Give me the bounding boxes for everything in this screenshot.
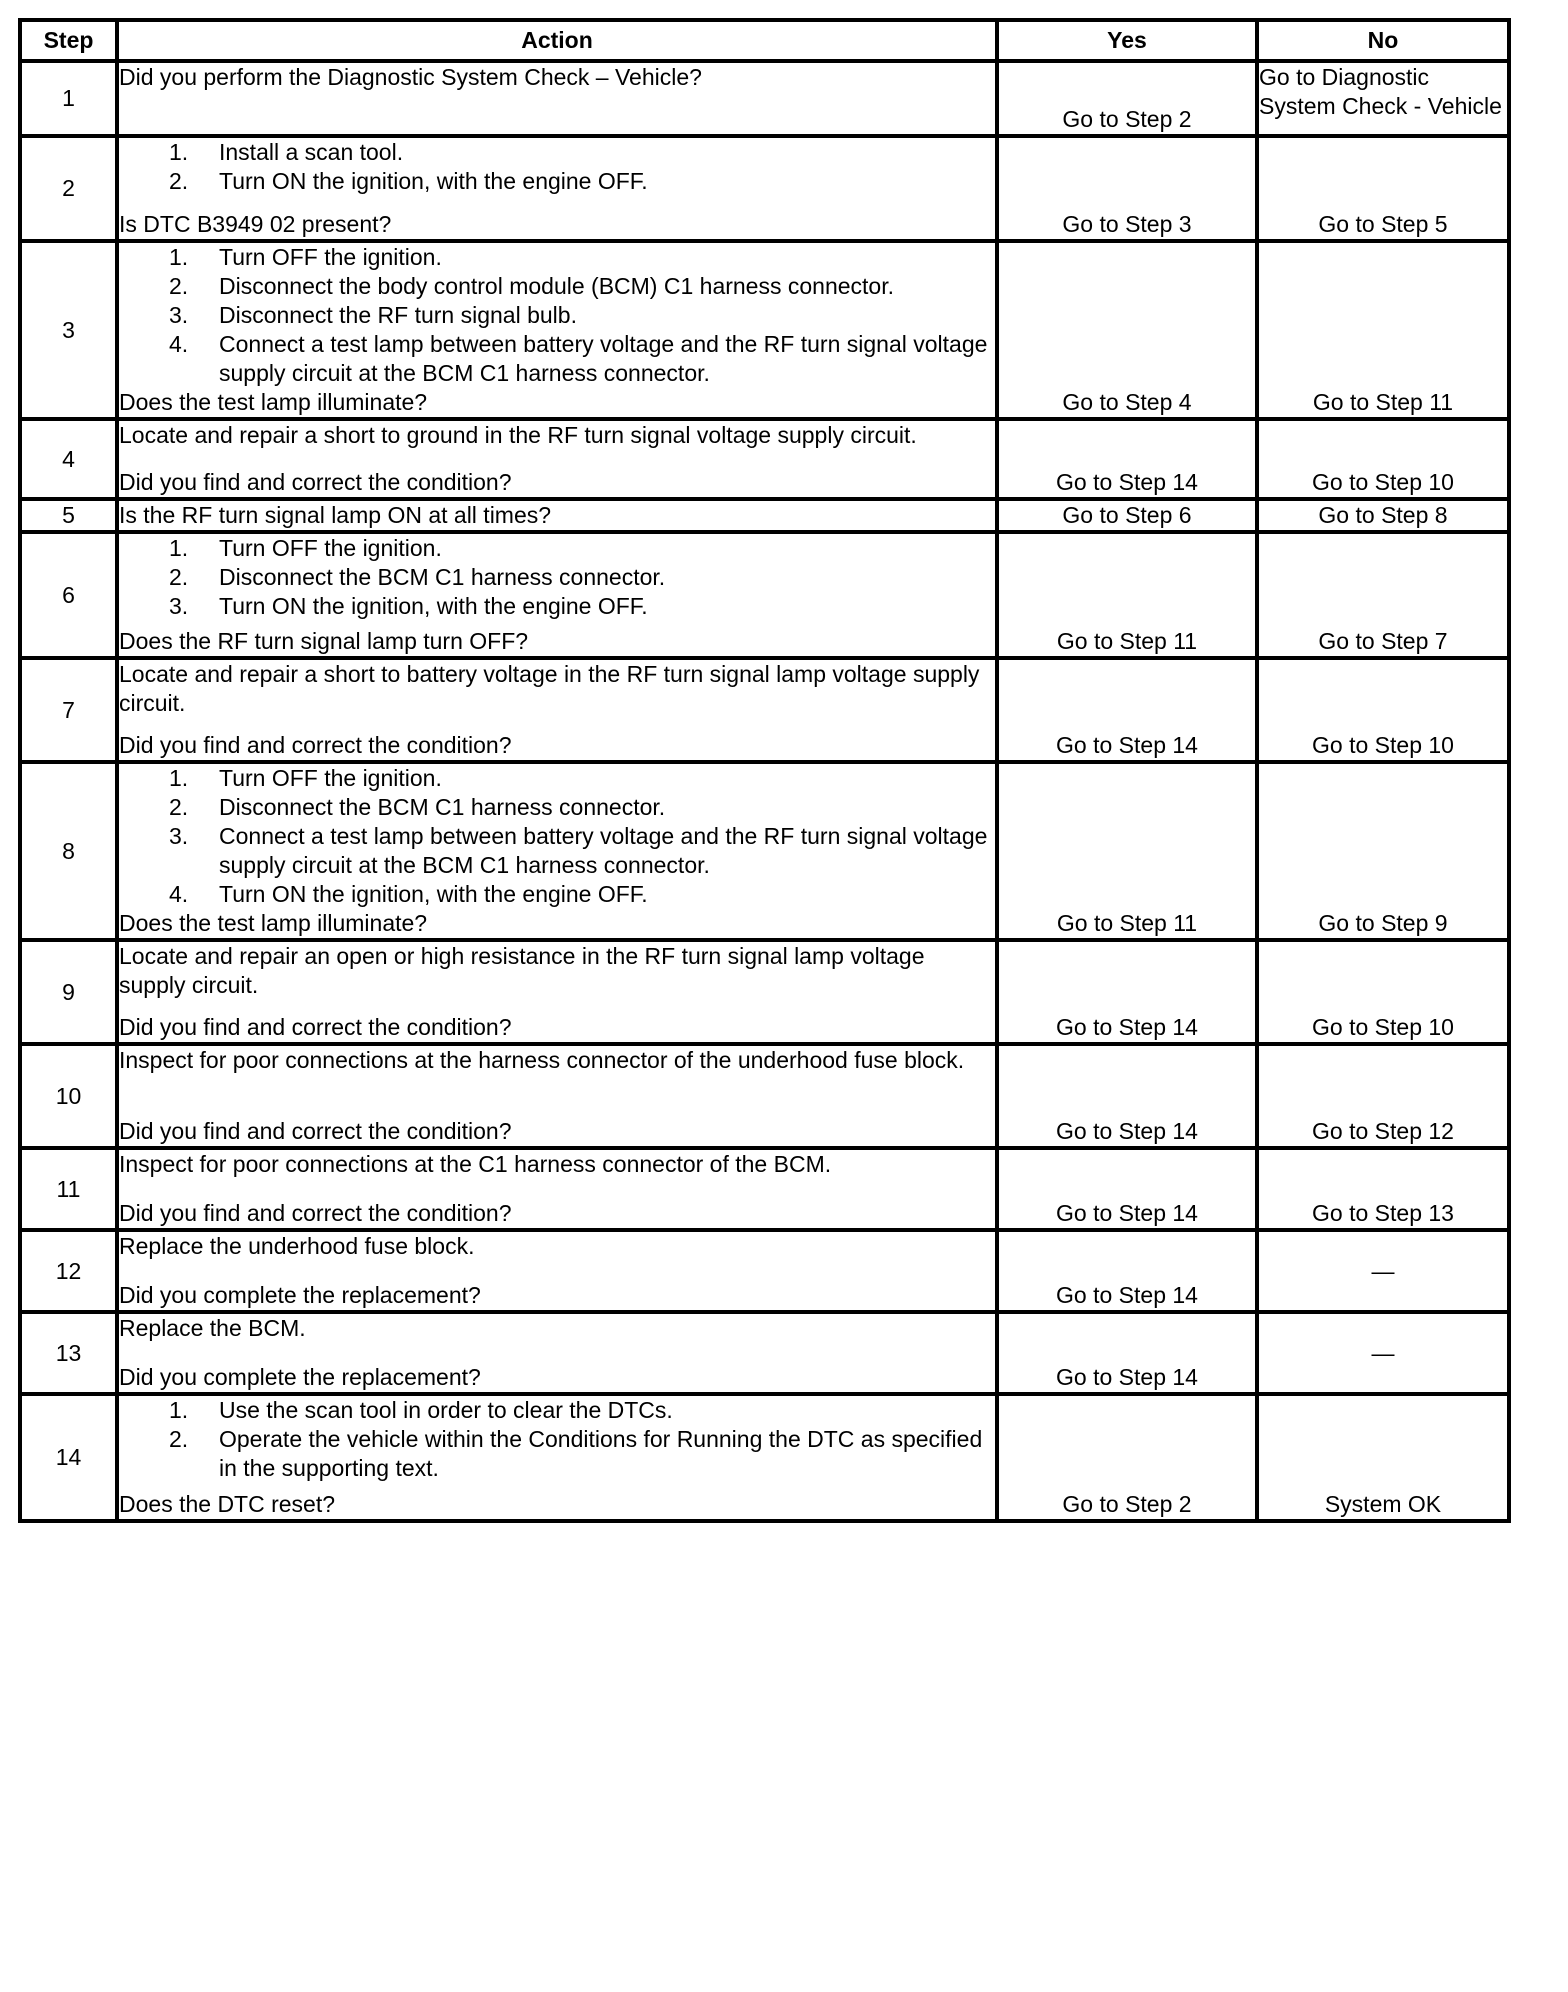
yes-outcome: Go to Step 3 bbox=[997, 136, 1257, 241]
action-text: Did you perform the Diagnostic System Check – Vehicle? bbox=[119, 64, 702, 90]
table-row bbox=[20, 1044, 1509, 1148]
no-outcome: Go to Step 10 bbox=[1257, 419, 1509, 499]
step-number: 2 bbox=[20, 136, 117, 241]
step-number: 4 bbox=[20, 419, 117, 499]
table-row bbox=[20, 61, 1509, 136]
action-question: Did you complete the replacement? bbox=[119, 1282, 481, 1308]
action-cell bbox=[117, 1312, 997, 1394]
action-text: Inspect for poor connections at the C1 harness connector of the BCM. bbox=[119, 1151, 832, 1177]
action-instructions bbox=[119, 1046, 995, 1075]
action-content bbox=[119, 63, 995, 134]
action-question: Is DTC B3949 02 present? bbox=[119, 211, 392, 237]
action-cell bbox=[117, 1230, 997, 1312]
instruction-item bbox=[119, 243, 995, 272]
action-content bbox=[119, 243, 995, 417]
no-outcome: Go to Step 8 bbox=[1257, 499, 1509, 532]
table-row bbox=[20, 1230, 1509, 1312]
instruction-number: 1. bbox=[169, 535, 189, 561]
instruction-number: 2. bbox=[169, 794, 189, 820]
step-number: 10 bbox=[20, 1044, 117, 1148]
action-cell bbox=[117, 1044, 997, 1148]
instruction-number: 4. bbox=[169, 881, 189, 907]
instruction-item bbox=[119, 138, 995, 167]
instruction-list bbox=[119, 138, 995, 196]
no-outcome: Go to Step 10 bbox=[1257, 940, 1509, 1044]
yes-outcome: Go to Step 2 bbox=[997, 61, 1257, 136]
header-action: Action bbox=[117, 20, 997, 61]
table-header-row bbox=[20, 20, 1509, 61]
instruction-text: Disconnect the RF turn signal bulb. bbox=[219, 302, 577, 328]
instruction-text: Connect a test lamp between battery voltage and the RF turn signal voltage supply circuit at the BCM C1 harness connector. bbox=[219, 823, 988, 878]
action-question: Did you find and correct the condition? bbox=[119, 1014, 512, 1040]
yes-outcome: Go to Step 14 bbox=[997, 658, 1257, 762]
action-text: Inspect for poor connections at the harness connector of the underhood fuse block. bbox=[119, 1047, 965, 1073]
instruction-item bbox=[119, 880, 995, 909]
action-instructions bbox=[119, 1232, 995, 1261]
step-number: 11 bbox=[20, 1148, 117, 1230]
instruction-text: Disconnect the BCM C1 harness connector. bbox=[219, 794, 666, 820]
no-outcome: Go to Step 12 bbox=[1257, 1044, 1509, 1148]
yes-outcome: Go to Step 14 bbox=[997, 940, 1257, 1044]
instruction-list bbox=[119, 243, 995, 388]
action-instructions bbox=[119, 1150, 995, 1179]
instruction-text: Turn ON the ignition, with the engine OFF. bbox=[219, 168, 648, 194]
step-number: 1 bbox=[20, 61, 117, 136]
instruction-number: 1. bbox=[169, 244, 189, 270]
action-content bbox=[119, 1046, 995, 1146]
action-content bbox=[119, 501, 995, 530]
action-content bbox=[119, 421, 995, 497]
instruction-item bbox=[119, 534, 995, 563]
step-number: 8 bbox=[20, 762, 117, 940]
step-number: 5 bbox=[20, 499, 117, 532]
instruction-text: Turn ON the ignition, with the engine OFF. bbox=[219, 881, 648, 907]
instruction-number: 3. bbox=[169, 593, 189, 619]
table-row bbox=[20, 658, 1509, 762]
table-row bbox=[20, 1148, 1509, 1230]
diagnostic-table-page bbox=[18, 18, 1511, 1523]
instruction-number: 1. bbox=[169, 1397, 189, 1423]
instruction-list bbox=[119, 764, 995, 909]
table-row bbox=[20, 499, 1509, 532]
yes-outcome: Go to Step 14 bbox=[997, 1148, 1257, 1230]
instruction-text: Turn OFF the ignition. bbox=[219, 244, 442, 270]
no-outcome: Go to Step 5 bbox=[1257, 136, 1509, 241]
instruction-item bbox=[119, 563, 995, 592]
table-row bbox=[20, 532, 1509, 658]
action-question: Does the RF turn signal lamp turn OFF? bbox=[119, 628, 529, 654]
instruction-text: Connect a test lamp between battery voltage and the RF turn signal voltage supply circuit at the BCM C1 harness connector. bbox=[219, 331, 988, 386]
action-question: Does the test lamp illuminate? bbox=[119, 910, 428, 936]
action-content bbox=[119, 660, 995, 760]
instruction-text: Operate the vehicle within the Conditions for Running the DTC as specified in the supporting text. bbox=[219, 1426, 983, 1481]
action-cell bbox=[117, 1394, 997, 1521]
action-text: Replace the BCM. bbox=[119, 1315, 306, 1341]
action-cell bbox=[117, 241, 997, 419]
header-yes: Yes bbox=[997, 20, 1257, 61]
table-row bbox=[20, 241, 1509, 419]
yes-outcome: Go to Step 11 bbox=[997, 532, 1257, 658]
instruction-item bbox=[119, 592, 995, 621]
action-content bbox=[119, 1150, 995, 1228]
action-question: Did you find and correct the condition? bbox=[119, 469, 512, 495]
action-question: Did you find and correct the condition? bbox=[119, 732, 512, 758]
instruction-list bbox=[119, 534, 995, 621]
action-content bbox=[119, 1314, 995, 1392]
step-number: 6 bbox=[20, 532, 117, 658]
instruction-number: 1. bbox=[169, 765, 189, 791]
instruction-item bbox=[119, 330, 995, 388]
yes-outcome: Go to Step 14 bbox=[997, 1312, 1257, 1394]
header-step: Step bbox=[20, 20, 117, 61]
action-cell bbox=[117, 658, 997, 762]
action-cell bbox=[117, 61, 997, 136]
yes-outcome: Go to Step 14 bbox=[997, 1044, 1257, 1148]
action-text: Locate and repair a short to battery voltage in the RF turn signal lamp voltage supply circuit. bbox=[119, 661, 980, 716]
action-content bbox=[119, 764, 995, 938]
no-outcome: Go to Step 10 bbox=[1257, 658, 1509, 762]
action-cell bbox=[117, 419, 997, 499]
step-number: 13 bbox=[20, 1312, 117, 1394]
instruction-item bbox=[119, 1396, 995, 1425]
no-outcome: Go to Step 13 bbox=[1257, 1148, 1509, 1230]
action-content bbox=[119, 138, 995, 239]
no-outcome: Go to Step 9 bbox=[1257, 762, 1509, 940]
instruction-number: 3. bbox=[169, 302, 189, 328]
step-number: 7 bbox=[20, 658, 117, 762]
step-number: 12 bbox=[20, 1230, 117, 1312]
action-instructions bbox=[119, 63, 995, 92]
action-content bbox=[119, 1396, 995, 1519]
no-outcome: Go to Step 7 bbox=[1257, 532, 1509, 658]
yes-outcome: Go to Step 6 bbox=[997, 499, 1257, 532]
step-number: 3 bbox=[20, 241, 117, 419]
instruction-text: Turn OFF the ignition. bbox=[219, 535, 442, 561]
table-row bbox=[20, 136, 1509, 241]
instruction-number: 2. bbox=[169, 1426, 189, 1452]
instruction-text: Turn ON the ignition, with the engine OFF. bbox=[219, 593, 648, 619]
table-row bbox=[20, 419, 1509, 499]
action-instructions bbox=[119, 138, 995, 196]
action-instructions bbox=[119, 1396, 995, 1483]
table-row bbox=[20, 1312, 1509, 1394]
action-instructions bbox=[119, 243, 995, 388]
yes-outcome: Go to Step 11 bbox=[997, 762, 1257, 940]
instruction-text: Install a scan tool. bbox=[219, 139, 404, 165]
step-number: 14 bbox=[20, 1394, 117, 1521]
action-question: Does the test lamp illuminate? bbox=[119, 389, 428, 415]
table-row bbox=[20, 1394, 1509, 1521]
yes-outcome: Go to Step 14 bbox=[997, 1230, 1257, 1312]
action-instructions bbox=[119, 660, 995, 718]
instruction-number: 2. bbox=[169, 273, 189, 299]
instruction-item bbox=[119, 272, 995, 301]
instruction-number: 4. bbox=[169, 331, 189, 357]
instruction-item bbox=[119, 822, 995, 880]
instruction-number: 3. bbox=[169, 823, 189, 849]
action-instructions bbox=[119, 501, 995, 530]
table-body bbox=[20, 61, 1509, 1521]
step-number: 9 bbox=[20, 940, 117, 1044]
instruction-number: 1. bbox=[169, 139, 189, 165]
action-instructions bbox=[119, 421, 995, 450]
action-instructions bbox=[119, 764, 995, 909]
instruction-item bbox=[119, 167, 995, 196]
table-row bbox=[20, 762, 1509, 940]
action-instructions bbox=[119, 1314, 995, 1343]
instruction-text: Disconnect the BCM C1 harness connector. bbox=[219, 564, 666, 590]
no-outcome: Go to Step 11 bbox=[1257, 241, 1509, 419]
action-cell bbox=[117, 940, 997, 1044]
action-text: Locate and repair a short to ground in the RF turn signal voltage supply circuit. bbox=[119, 422, 917, 448]
instruction-number: 2. bbox=[169, 168, 189, 194]
no-outcome: System OK bbox=[1257, 1394, 1509, 1521]
table-row bbox=[20, 940, 1509, 1044]
action-cell bbox=[117, 499, 997, 532]
action-cell bbox=[117, 532, 997, 658]
diagnostic-table bbox=[18, 18, 1511, 1523]
action-text: Replace the underhood fuse block. bbox=[119, 1233, 475, 1259]
yes-outcome: Go to Step 2 bbox=[997, 1394, 1257, 1521]
action-content bbox=[119, 942, 995, 1042]
action-cell bbox=[117, 762, 997, 940]
instruction-text: Use the scan tool in order to clear the DTCs. bbox=[219, 1397, 673, 1423]
instruction-text: Disconnect the body control module (BCM) C1 harness connector. bbox=[219, 273, 894, 299]
action-question: Did you complete the replacement? bbox=[119, 1364, 481, 1390]
action-cell bbox=[117, 136, 997, 241]
no-outcome: Go to Diagnostic System Check - Vehicle bbox=[1257, 61, 1509, 136]
instruction-item bbox=[119, 793, 995, 822]
action-question: Did you find and correct the condition? bbox=[119, 1118, 512, 1144]
action-text: Locate and repair an open or high resistance in the RF turn signal lamp voltage supply circuit. bbox=[119, 943, 925, 998]
instruction-item bbox=[119, 1425, 995, 1483]
instruction-item bbox=[119, 301, 995, 330]
instruction-list bbox=[119, 1396, 995, 1483]
action-instructions bbox=[119, 942, 995, 1000]
action-cell bbox=[117, 1148, 997, 1230]
instruction-number: 2. bbox=[169, 564, 189, 590]
action-question: Did you find and correct the condition? bbox=[119, 1200, 512, 1226]
yes-outcome: Go to Step 4 bbox=[997, 241, 1257, 419]
action-question: Does the DTC reset? bbox=[119, 1491, 336, 1517]
action-text: Is the RF turn signal lamp ON at all times? bbox=[119, 502, 552, 528]
action-content bbox=[119, 534, 995, 656]
instruction-item bbox=[119, 764, 995, 793]
header-no: No bbox=[1257, 20, 1509, 61]
instruction-text: Turn OFF the ignition. bbox=[219, 765, 442, 791]
yes-outcome: Go to Step 14 bbox=[997, 419, 1257, 499]
action-instructions bbox=[119, 534, 995, 621]
action-content bbox=[119, 1232, 995, 1310]
no-outcome: — bbox=[1257, 1312, 1509, 1394]
no-outcome: — bbox=[1257, 1230, 1509, 1312]
